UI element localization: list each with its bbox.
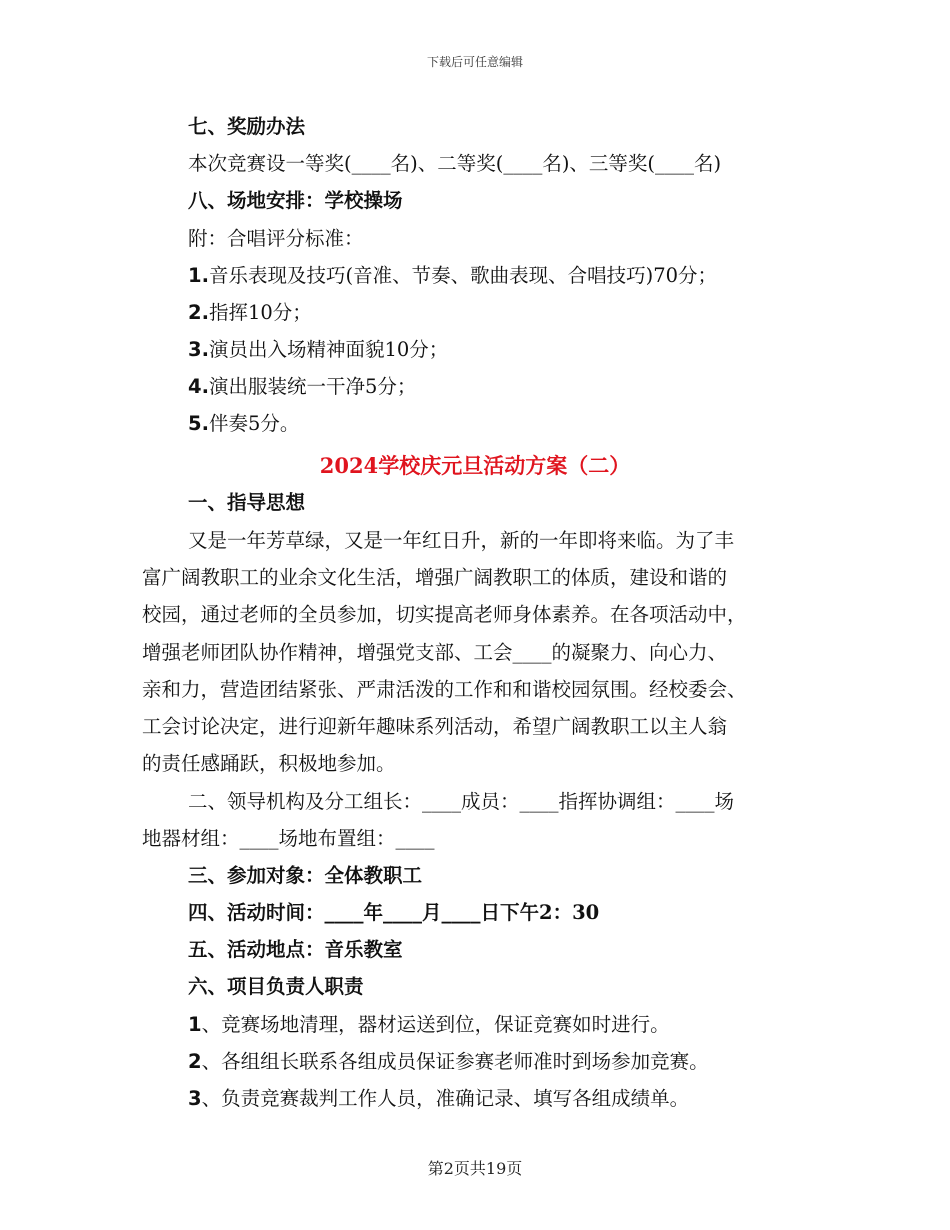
paragraph-line: 的责任感踊跃，积极地参加。 — [142, 752, 396, 775]
paragraph-line: 又是一年芳草绿，又是一年红日升，新的一年即将来临。为了丰 — [188, 529, 735, 552]
section-7-heading: 七、奖励办法 — [188, 115, 306, 138]
page-footer: 第2页共19页 — [427, 1159, 523, 1178]
section-7-body: 本次竞赛设一等奖(____名)、二等奖(____名)、三等奖(____名) — [188, 152, 722, 175]
document-title: 2024学校庆元旦活动方案（二） — [319, 453, 631, 478]
section-6-heading: 六、项目负责人职责 — [188, 975, 364, 998]
section-3-heading: 三、参加对象：全体教职工 — [188, 864, 423, 887]
duty-item: 3、负责竞赛裁判工作人员，准确记录、填写各组成绩单。 — [188, 1087, 690, 1110]
page-header: 下载后可任意编辑 — [426, 55, 523, 69]
scoring-item: 4.演出服装统一干净5分； — [188, 375, 417, 398]
section-2-line: 地器材组：____场地布置组：____ — [142, 827, 435, 850]
duty-item: 2、各组组长联系各组成员保证参赛老师准时到场参加竞赛。 — [188, 1050, 709, 1073]
section-5-heading: 五、活动地点：音乐教室 — [188, 938, 403, 961]
paragraph-line: 工会讨论决定，进行迎新年趣味系列活动，希望广阔教职工以主人翁 — [142, 715, 728, 738]
paragraph-line: 富广阔教职工的业余文化生活，增强广阔教职工的体质，建设和谐的 — [142, 566, 728, 589]
scoring-item: 1.音乐表现及技巧(音准、节奏、歌曲表现、合唱技巧)70分； — [188, 264, 718, 287]
section-8-heading: 八、场地安排：学校操场 — [188, 189, 403, 212]
scoring-item: 3.演员出入场精神面貌10分； — [188, 338, 449, 361]
scoring-item: 2.指挥10分； — [188, 301, 312, 324]
paragraph-line: 增强老师团队协作精神，增强党支部、工会____的凝聚力、向心力、 — [142, 641, 728, 664]
section-4-heading: 四、活动时间：____年____月____日下午2：30 — [188, 901, 600, 924]
section-2-line: 二、领导机构及分工组长：____成员：____指挥协调组：____场 — [188, 790, 735, 813]
appendix-intro: 附：合唱评分标准： — [188, 227, 364, 250]
duty-item: 1、竞赛场地清理，器材运送到位，保证竞赛如时进行。 — [188, 1013, 670, 1036]
paragraph-line: 校园，通过老师的全员参加，切实提高老师身体素养。在各项活动中， — [142, 603, 747, 626]
scoring-item: 5.伴奏5分。 — [188, 412, 300, 435]
paragraph-line: 亲和力，营造团结紧张、严肃活泼的工作和和谐校园氛围。经校委会、 — [142, 678, 747, 701]
section-1-heading: 一、指导思想 — [188, 491, 306, 514]
